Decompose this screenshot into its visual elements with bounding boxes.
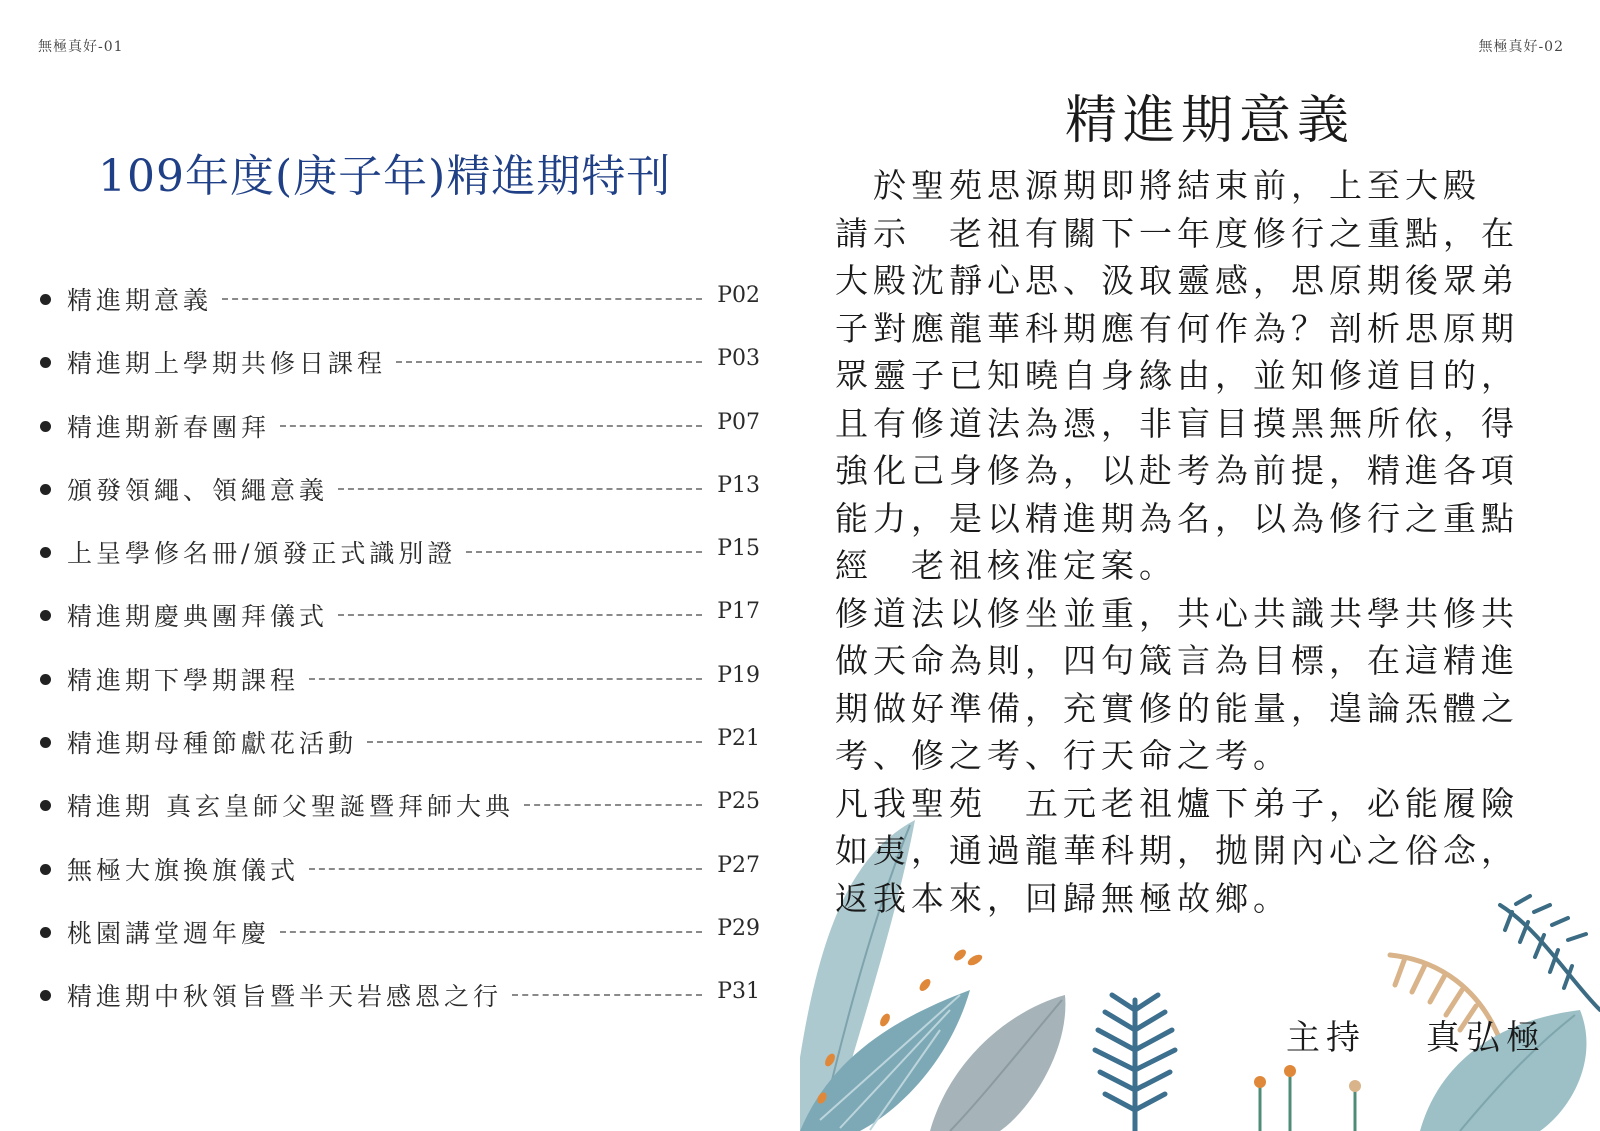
article-line: 能力，是以精進期為名，以為修行之重點 — [835, 498, 1519, 538]
leader-dashes — [309, 678, 702, 680]
toc-entry-label: 精進期下學期課程 — [67, 665, 300, 695]
toc-entry[interactable] — [40, 596, 760, 659]
article-body — [835, 162, 1535, 922]
toc-entry-label: 精進期母種節獻花活動 — [67, 729, 358, 759]
toc-entry[interactable] — [40, 660, 760, 723]
table-of-contents — [40, 280, 760, 1040]
toc-entry[interactable] — [40, 343, 760, 406]
article-line: 強化己身修為，以赴考為前提，精進各項 — [835, 451, 1519, 490]
page-header-left: 無極真好-01 — [38, 39, 124, 55]
article-line: 且有修道法為憑，非盲目摸黑無所依，得 — [835, 403, 1519, 443]
toc-entry-label: 無極大旗換旗儀式 — [67, 855, 300, 885]
bullet-icon — [40, 610, 51, 621]
article-line: 眾靈子已知曉自身緣由，並知修道目的， — [835, 356, 1519, 395]
page-header-right: 無極真好-02 — [1478, 39, 1564, 55]
leader-dashes — [512, 994, 702, 996]
toc-entry-page: P03 — [717, 346, 760, 372]
bullet-icon — [40, 547, 51, 558]
bullet-icon — [40, 421, 51, 432]
bullet-icon — [40, 990, 51, 1001]
bullet-icon — [40, 737, 51, 748]
article-line: 做天命為則，四句箴言為目標，在這精進 — [835, 641, 1519, 680]
toc-entry[interactable] — [40, 533, 760, 596]
article-line: 如夷，通過龍華科期，拋開內心之俗念， — [835, 831, 1519, 870]
toc-entry-page: P27 — [717, 852, 760, 878]
leader-dashes — [309, 868, 702, 870]
article-line: 修道法以修坐並重，共心共識共學共修共 — [835, 593, 1519, 633]
toc-entry[interactable] — [40, 723, 760, 786]
leader-dashes — [222, 298, 702, 300]
bullet-icon — [40, 927, 51, 938]
signature-label: 主持 — [1286, 1018, 1366, 1058]
article-line: 子對應龍華科期應有何作為？剖析思原期 — [835, 308, 1519, 348]
bullet-icon — [40, 864, 51, 875]
leader-dashes — [280, 425, 702, 427]
bullet-icon — [40, 674, 51, 685]
article-line: 考、修之考、行天命之考。 — [835, 736, 1291, 775]
toc-entry-label: 頒發領繩、領繩意義 — [67, 475, 329, 505]
toc-entry-label: 精進期新春團拜 — [67, 412, 271, 442]
article-title: 精進期意義 — [1064, 91, 1355, 151]
toc-entry[interactable] — [40, 850, 760, 913]
toc-entry-label: 精進期意義 — [67, 286, 213, 315]
flower-buds — [1254, 1065, 1361, 1131]
bullet-icon — [40, 484, 51, 495]
blue-fern — [1095, 995, 1175, 1131]
toc-entry-page: P31 — [717, 979, 760, 1005]
article-line: 期做好準備，充實修的能量，遑論炁體之 — [835, 688, 1519, 728]
toc-entry-page: P21 — [717, 726, 760, 752]
toc-entry-label: 精進期 真玄皇師父聖誕暨拜師大典 — [67, 792, 514, 822]
toc-entry-label: 精進期慶典團拜儀式 — [67, 602, 329, 632]
toc-entry-page: P25 — [717, 789, 760, 815]
article-line: 大殿沈靜心思、汲取靈感，思原期後眾弟 — [835, 261, 1519, 300]
article-line: 凡我聖苑 五元老祖爐下弟子，必能履險 — [835, 783, 1519, 823]
toc-entry[interactable] — [40, 470, 760, 533]
leader-dashes — [338, 614, 702, 616]
toc-entry-label: 桃園講堂週年慶 — [67, 918, 271, 948]
leader-dashes — [466, 551, 702, 553]
signature-name: 真弘極 — [1426, 1018, 1546, 1058]
toc-entry-page: P29 — [717, 915, 760, 941]
toc-entry[interactable] — [40, 786, 760, 849]
article-line: 返我本來，回歸無極故鄉。 — [835, 878, 1291, 918]
leader-dashes — [367, 741, 702, 743]
leader-dashes — [280, 931, 702, 933]
toc-entry[interactable] — [40, 913, 760, 976]
leader-dashes — [396, 361, 702, 363]
bullet-icon — [40, 357, 51, 368]
toc-entry-page: P02 — [717, 283, 760, 308]
toc-entry-page: P13 — [717, 472, 760, 498]
toc-entry-label: 上呈學修名冊/頒發正式識別證 — [67, 539, 457, 569]
bullet-icon — [40, 800, 51, 811]
toc-entry-page: P19 — [717, 662, 760, 688]
toc-entry[interactable] — [40, 976, 760, 1039]
article-line: 經 老祖核准定案。 — [835, 546, 1177, 585]
toc-entry-label: 精進期中秋領旨暨半天岩感恩之行 — [67, 982, 503, 1012]
right-page — [800, 0, 1600, 1131]
toc-entry[interactable] — [40, 280, 760, 343]
leader-dashes — [524, 804, 702, 806]
toc-title: 109年度(庚子年)精進期特刊 — [98, 151, 672, 202]
article-line: 請示 老祖有關下一年度修行之重點，在 — [835, 213, 1519, 253]
bullet-icon — [40, 294, 51, 305]
toc-entry-page: P07 — [717, 409, 760, 435]
leader-dashes — [338, 488, 702, 490]
toc-entry[interactable] — [40, 407, 760, 470]
signature — [1286, 1010, 1546, 1059]
toc-entry-label: 精進期上學期共修日課程 — [67, 349, 387, 379]
toc-entry-page: P17 — [717, 599, 760, 625]
toc-entry-page: P15 — [717, 536, 760, 562]
article-line: 於聖苑思源期即將結束前，上至大殿 — [835, 166, 1481, 205]
